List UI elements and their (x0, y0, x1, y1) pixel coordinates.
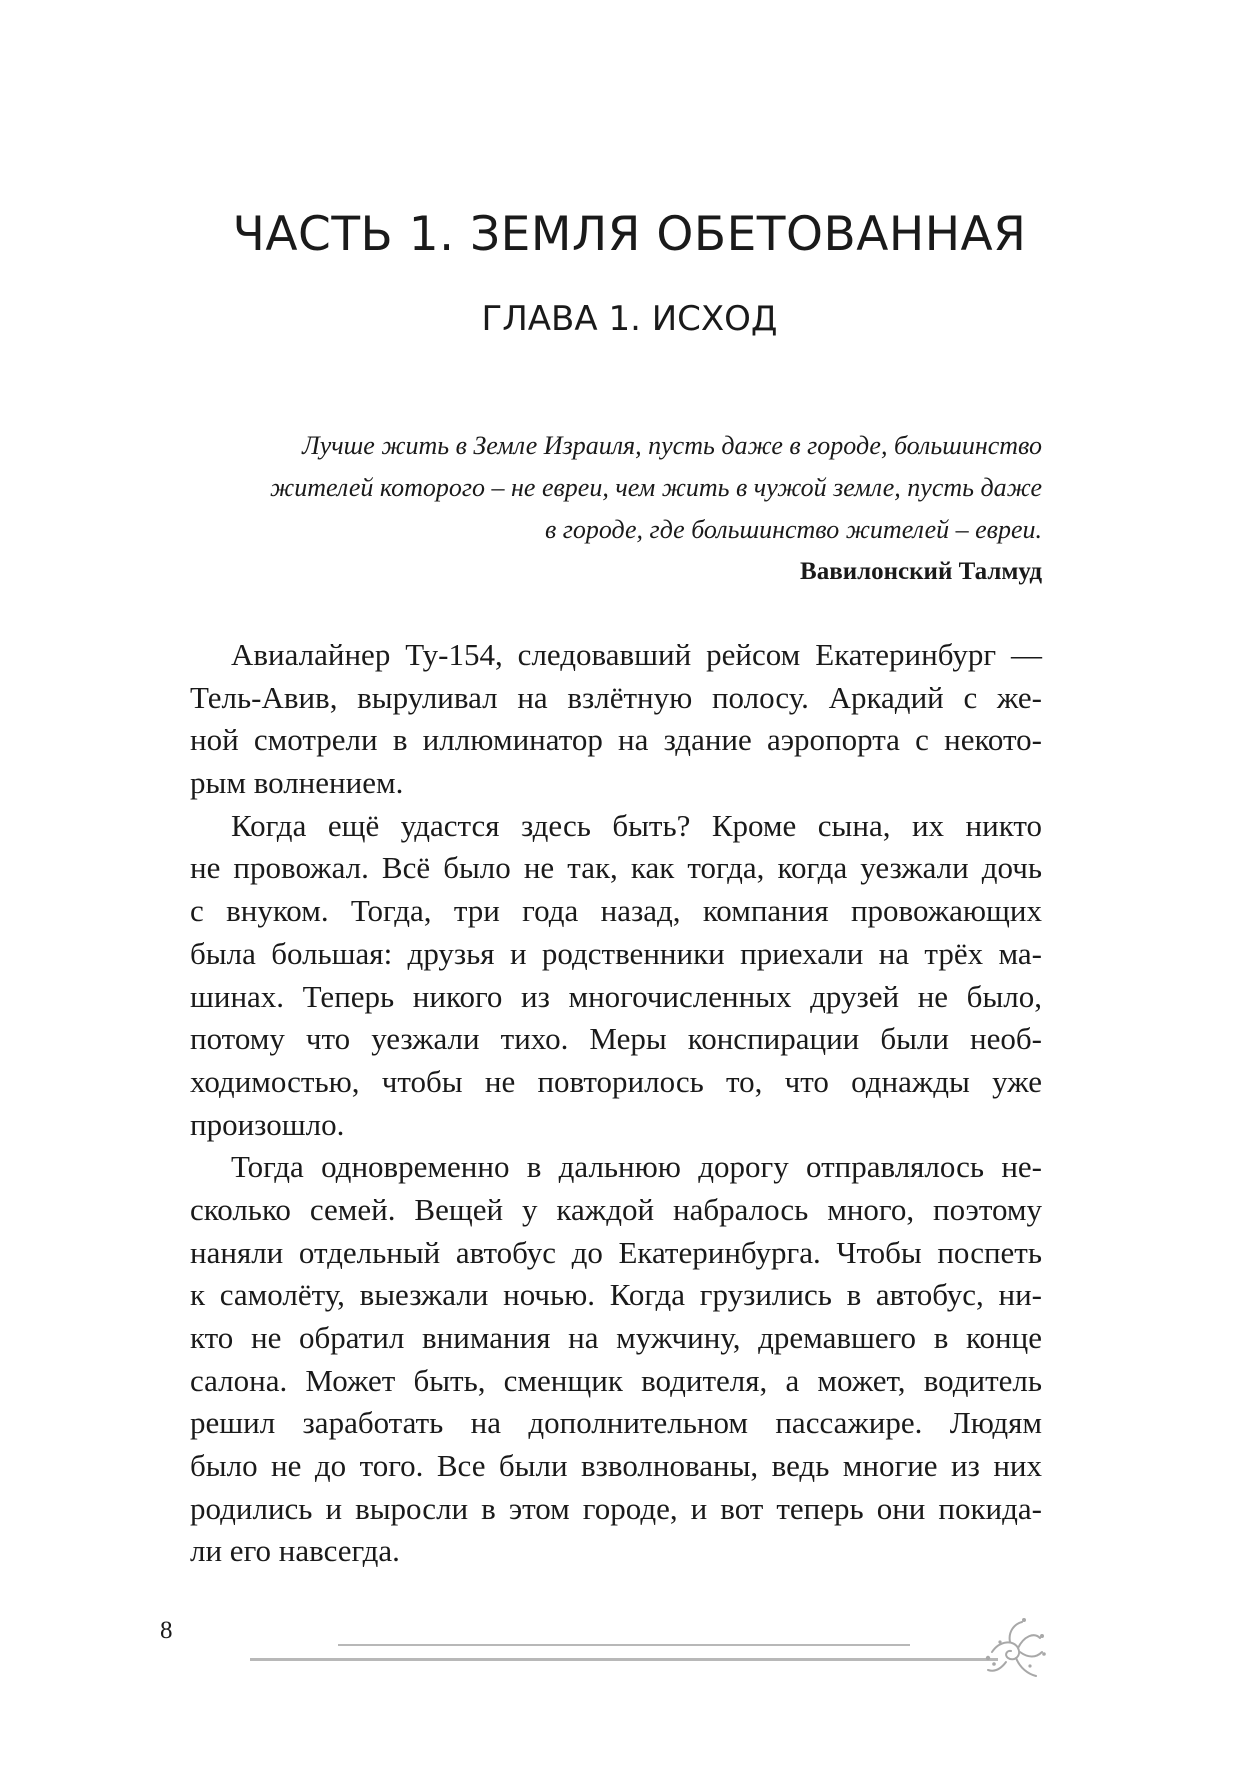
epigraph-line: Лучше жить в Земле Израиля, пусть даже в городе, большинство (302, 431, 1042, 460)
text-line: потому что уезжали тихо. Меры конспирации были необ- (190, 1021, 1042, 1057)
text-line: было не до того. Все были взволнованы, ведь многие из них (190, 1448, 1042, 1484)
footer-rule (250, 1658, 998, 1661)
footer-rule (338, 1644, 910, 1646)
text-line: Тогда одновременно в дальнюю дорогу отправлялось не- (231, 1149, 1042, 1185)
body-text (190, 634, 1042, 1573)
text-line: рым волнением. (190, 765, 404, 801)
text-line: сколько семей. Вещей у каждой набралось много, поэтому (190, 1191, 1042, 1227)
text-line: салона. Может быть, сменщик водителя, а может, водитель (190, 1362, 1042, 1398)
epigraph (190, 425, 1042, 593)
text-line: Тель-Авив, выруливал на взлётную полосу. Аркадий с же- (190, 679, 1042, 715)
text-line: была большая: друзья и родственники приехали на трёх ма- (190, 935, 1042, 971)
epigraph-line: в городе, где большинство жителей – евреи. (544, 515, 1042, 544)
epigraph-line: жителей которого – не евреи, чем жить в чужой земле, пусть даже (270, 473, 1042, 502)
text-line: ной смотрели в иллюминатор на здание аэропорта с некото- (190, 722, 1042, 758)
text-line: к самолёту, выезжали ночью. Когда грузились в автобус, ни- (190, 1277, 1042, 1313)
text-line: Когда ещё удастся здесь быть? Кроме сына, их никто (231, 807, 1042, 843)
floral-ornament-icon (980, 1612, 1050, 1682)
text-line: решил заработать на дополнительном пассажире. Людям (190, 1405, 1042, 1441)
part-title: ЧАСТЬ 1. ЗЕМЛЯ ОБЕТОВАННАЯ (232, 207, 1027, 262)
text-line: шинах. Теперь никого из многочисленных друзей не было, (190, 978, 1042, 1014)
text-line: наняли отдельный автобус до Екатеринбурга. Чтобы поспеть (190, 1234, 1042, 1270)
text-line: Авиалайнер Ту-154, следовавший рейсом Екатеринбург — (231, 637, 1042, 672)
text-line: кто не обратил внимания на мужчину, дремавшего в конце (190, 1320, 1042, 1355)
text-line: ходимостью, чтобы не повторилось то, что однажды уже (190, 1063, 1042, 1099)
text-line: произошло. (190, 1106, 345, 1142)
page-number: 8 (160, 1617, 173, 1644)
text-line: родились и выросли в этом городе, и вот теперь они покида- (190, 1490, 1042, 1526)
epigraph-source: Вавилонский Талмуд (800, 558, 1042, 585)
text-line: ли его навсегда. (190, 1533, 400, 1569)
chapter-title: ГЛАВА 1. ИСХОД (481, 299, 778, 339)
text-line: с внуком. Тогда, три года назад, компания провожающих (190, 893, 1042, 929)
text-line: не провожал. Всё было не так, как тогда, когда уезжали дочь (190, 850, 1042, 886)
